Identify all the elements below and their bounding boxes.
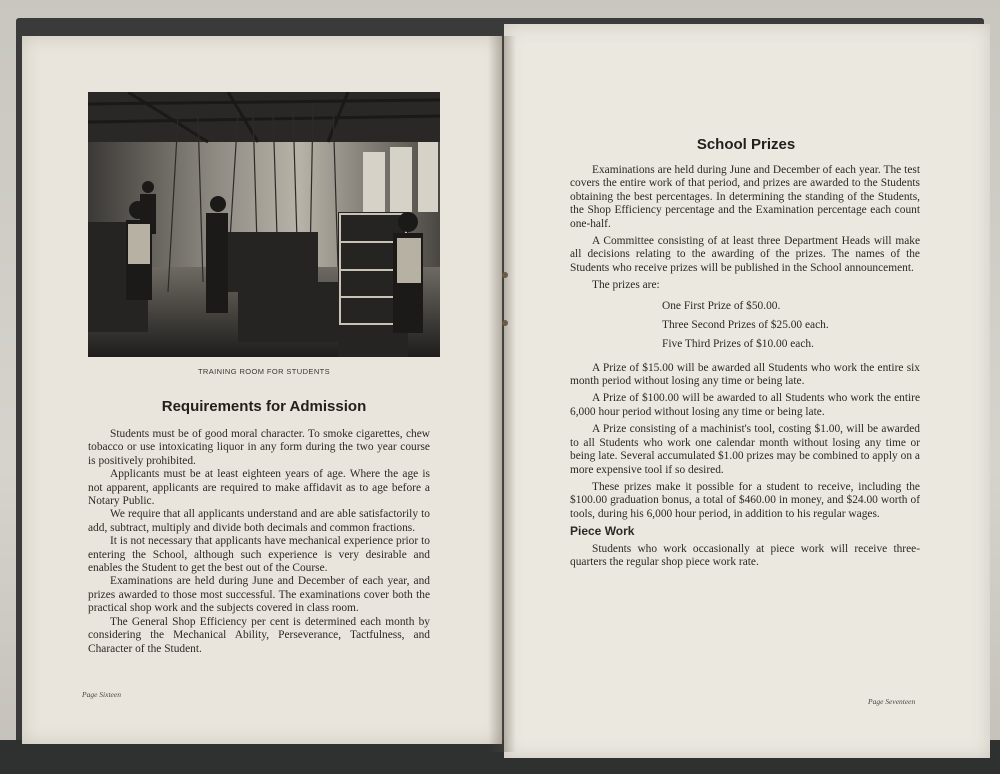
piece-work-heading: Piece Work — [570, 524, 635, 539]
prizes-intro: The prizes are: — [592, 279, 660, 292]
school-prizes-body — [570, 164, 920, 573]
requirements-paragraph: The General Shop Efficiency per cent is determined each month by considering the Mechanical Ability, Perseverance, Tactfulness, and Character of the Student. — [88, 615, 430, 655]
piece-work-paragraph: Students who work occasionally at piece work will receive three-quarters the regular shop piece work rate. — [570, 542, 920, 568]
prize-list — [662, 297, 920, 354]
prize-list-item: Three Second Prizes of $25.00 each. — [662, 318, 829, 331]
prizes-paragraph: A Prize of $100.00 will be awarded to all Students who work the entire 6,000 hour period without losing any time or being late. — [570, 392, 920, 418]
page-number-left: Page Sixteen — [82, 690, 121, 699]
training-room-photo — [88, 92, 440, 357]
prizes-paragraph: A Prize of $15.00 will be awarded all Students who work the entire six month period without losing any time or being late. — [570, 361, 920, 388]
school-prizes-title: School Prizes — [696, 136, 796, 153]
requirements-paragraph: Applicants must be at least eighteen years of age. Where the age is not apparent, applicants are required to make affidavit as to age before a Notary Public. — [88, 468, 430, 508]
prize-list-item: One First Prize of $50.00. — [662, 299, 781, 312]
binding-hole — [502, 320, 508, 326]
prizes-paragraph: A Committee consisting of at least three Department Heads will make all decisions relating to the awarding of the prizes. The names of the Students who receive prizes will be published in the School announcement. — [570, 235, 920, 274]
page-number-right: Page Seventeen — [868, 697, 916, 706]
prizes-paragraph: A Prize consisting of a machinist's tool, costing $1.00, will be awarded to all Students who work one calendar month without losing any time or being late. Several accumulated $1.00 prizes may be combined to apply on a more expensive tool if so desired. — [570, 423, 920, 476]
requirements-paragraph: Students must be of good moral character. To smoke cigarettes, chew tobacco or use intoxicating liquor in any form during the two year course is positively prohibited. — [88, 428, 430, 467]
prize-list-item: Five Third Prizes of $10.00 each. — [662, 337, 814, 350]
book-gutter — [488, 36, 516, 752]
requirements-paragraph: Examinations are held during June and December of each year, and prizes awarded to those most successful. The examinations cover both the practical shop work and the subjects covered in class room. — [88, 575, 430, 615]
requirements-body — [88, 428, 430, 656]
prizes-paragraph: These prizes make it possible for a student to receive, including the $100.00 graduation bonus, a total of $460.00 in money, and $24.00 worth of tools, during his 6,000 hour period, in addition to his regular wages. — [570, 480, 920, 520]
prizes-paragraph: Examinations are held during June and December of each year. The test covers the entire work of that period, and prizes are awarded to the Students obtaining the best percentages. In determining the standing of the Students, the Shop Efficiency percentage and the Examination percentage each count one-half. — [570, 164, 920, 230]
requirements-title: Requirements for Admission — [161, 398, 367, 415]
requirements-paragraph: We require that all applicants understand and are able satisfactorily to add, subtract, multiply and divide both decimals and common fractions. — [88, 508, 430, 534]
photo-caption: TRAINING ROOM FOR STUDENTS — [197, 367, 331, 376]
binding-hole — [502, 272, 508, 278]
requirements-paragraph: It is not necessary that applicants have mechanical experience prior to entering the School, although such experience is very desirable and enables the Student to get the best out of the Course. — [88, 535, 430, 575]
